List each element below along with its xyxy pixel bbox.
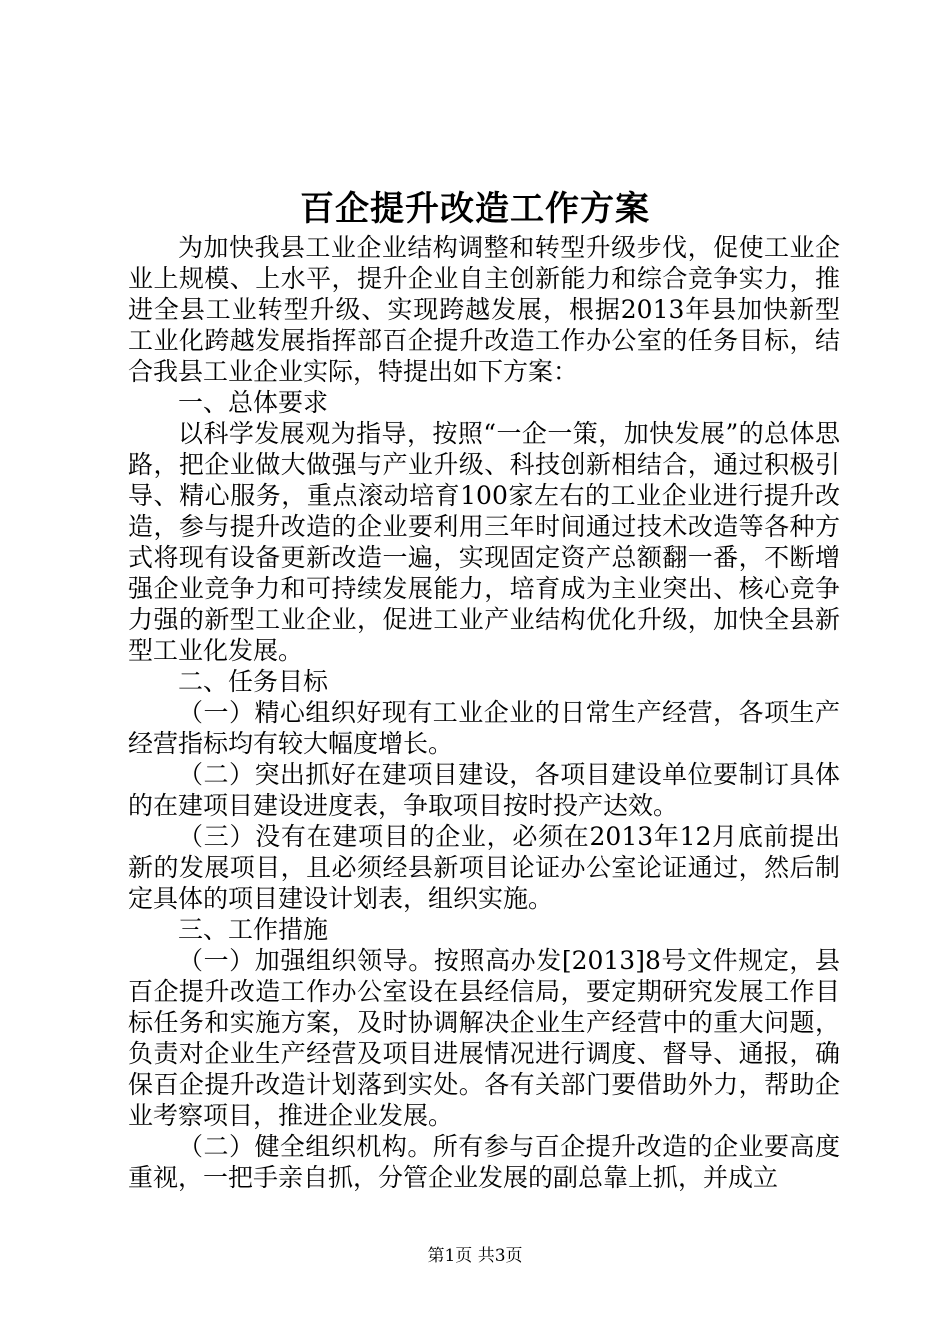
- section-heading-3: 三、工作措施: [178, 915, 329, 944]
- paragraph-intro: 为加快我县工业企业结构调整和转型升级步伐，促使工业企业上规模、上水平，提升企业自主创新能力和综合竞争实力，推进全县工业转型升级、实现跨越发展，根据2013年县加快新型工业化跨越发展指挥部百企提升改造工作办公室的任务目标，结合我县工业企业实际，特提出如下方案：: [128, 233, 840, 386]
- paragraph-measure-1: （一）加强组织领导。按照高办发[2013]8号文件规定，县百企提升改造工作办公室设在县经信局，要定期研究发展工作目标任务和实施方案，及时协调解决企业生产经营中的重大问题，负责对企业生产经营及项目进展情况进行调度、督导、通报，确保百企提升改造计划落到实处。各有关部门要借助外力，帮助企业考察项目，推进企业发展。: [128, 946, 840, 1130]
- section-heading-1: 一、总体要求: [178, 388, 329, 417]
- section-heading-2: 二、任务目标: [178, 667, 329, 696]
- paragraph-measure-2: （二）健全组织机构。所有参与百企提升改造的企业要高度重视，一把手亲自抓，分管企业发展的副总靠上抓，并成立: [128, 1132, 840, 1192]
- paragraph-target-3: （三）没有在建项目的企业，必须在2013年12月底前提出新的发展项目，且必须经县新项目论证办公室论证通过，然后制定具体的项目建设计划表，组织实施。: [128, 822, 840, 913]
- document-title: 百企提升改造工作方案: [300, 189, 650, 229]
- paragraph-target-1: （一）精心组织好现有工业企业的日常生产经营，各项生产经营指标均有较大幅度增长。: [128, 698, 840, 758]
- document-body: [128, 232, 840, 1193]
- paragraph-target-2: （二）突出抓好在建项目建设，各项目建设单位要制订具体的在建项目建设进度表，争取项目按时投产达效。: [128, 760, 840, 820]
- page-footer: 第1页 共3页: [427, 1246, 523, 1266]
- paragraph-general-requirements: 以科学发展观为指导，按照“一企一策，加快发展”的总体思路，把企业做大做强与产业升级、科技创新相结合，通过积极引导、精心服务，重点滚动培育100家左右的工业企业进行提升改造，参与提升改造的企业要利用三年时间通过技术改造等各种方式将现有设备更新改造一遍，实现固定资产总额翻一番，不断增强企业竞争力和可持续发展能力，培育成为主业突出、核心竞争力强的新型工业企业，促进工业产业结构优化升级，加快全县新型工业化发展。: [128, 419, 840, 665]
